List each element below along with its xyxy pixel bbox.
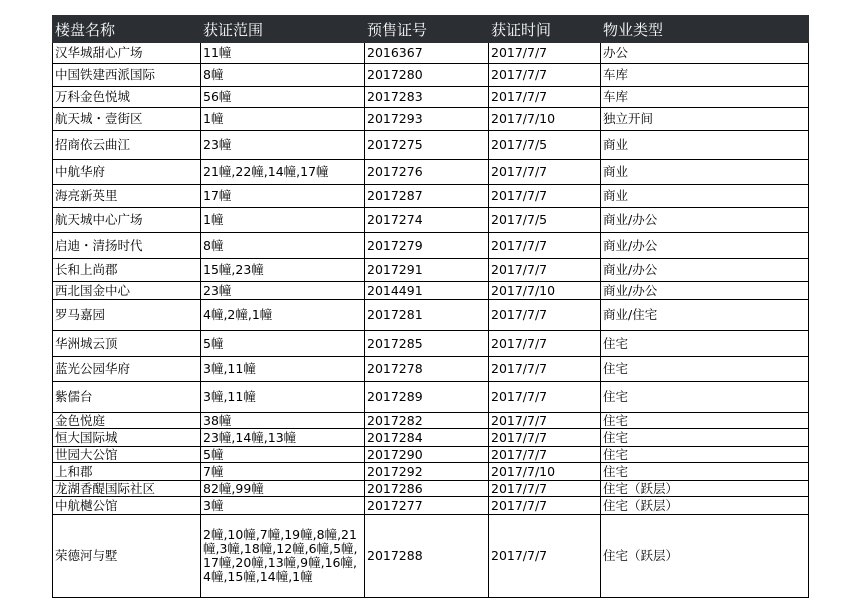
cell-permit-scope: 3幢,11幢	[201, 357, 365, 382]
cell-presale-number: 2017283	[365, 87, 489, 108]
cell-permit-date: 2017/7/7	[489, 259, 601, 282]
table-row	[53, 463, 809, 481]
table-row	[53, 515, 809, 598]
cell-property-type: 住宅	[601, 382, 809, 413]
cell-property-type: 住宅	[601, 447, 809, 463]
cell-property-type: 住宅（跃层）	[601, 481, 809, 497]
cell-permit-scope: 23幢	[201, 131, 365, 160]
cell-presale-number: 2017274	[365, 208, 489, 233]
cell-property-type: 商业/办公	[601, 233, 809, 259]
cell-permit-scope: 38幢	[201, 413, 365, 429]
cell-presale-number: 2017290	[365, 447, 489, 463]
cell-project-name: 招商依云曲江	[53, 131, 201, 160]
cell-presale-number: 2016367	[365, 43, 489, 64]
cell-presale-number: 2017276	[365, 160, 489, 185]
table-row	[53, 208, 809, 233]
cell-property-type: 商业/办公	[601, 208, 809, 233]
table-row	[53, 497, 809, 515]
cell-permit-date: 2017/7/7	[489, 413, 601, 429]
cell-permit-date: 2017/7/10	[489, 463, 601, 481]
cell-project-name: 中航樾公馆	[53, 497, 201, 515]
cell-presale-number: 2017284	[365, 429, 489, 447]
cell-presale-number: 2017278	[365, 357, 489, 382]
cell-presale-number: 2017292	[365, 463, 489, 481]
cell-permit-date: 2017/7/10	[489, 282, 601, 300]
cell-permit-scope: 56幢	[201, 87, 365, 108]
cell-permit-scope: 11幢	[201, 43, 365, 64]
cell-project-name: 龙湖香醍国际社区	[53, 481, 201, 497]
cell-permit-scope: 5幢	[201, 331, 365, 357]
cell-project-name: 航天城中心广场	[53, 208, 201, 233]
table-row	[53, 64, 809, 87]
cell-project-name: 世园大公馆	[53, 447, 201, 463]
cell-presale-number: 2017285	[365, 331, 489, 357]
table-row	[53, 233, 809, 259]
table-row	[53, 259, 809, 282]
cell-property-type: 车库	[601, 87, 809, 108]
cell-project-name: 蓝光公园华府	[53, 357, 201, 382]
cell-permit-date: 2017/7/7	[489, 382, 601, 413]
cell-presale-number: 2017287	[365, 185, 489, 208]
cell-project-name: 罗马嘉园	[53, 300, 201, 331]
cell-project-name: 长和上尚郡	[53, 259, 201, 282]
cell-permit-scope: 1幢	[201, 208, 365, 233]
table-row	[53, 300, 809, 331]
cell-permit-date: 2017/7/5	[489, 208, 601, 233]
table-row	[53, 43, 809, 64]
table-row	[53, 131, 809, 160]
cell-project-name: 航天城・壹街区	[53, 108, 201, 131]
cell-permit-date: 2017/7/7	[489, 64, 601, 87]
cell-presale-number: 2017277	[365, 497, 489, 515]
table-row	[53, 87, 809, 108]
cell-permit-scope: 15幢,23幢	[201, 259, 365, 282]
cell-permit-scope: 7幢	[201, 463, 365, 481]
cell-property-type: 商业	[601, 131, 809, 160]
header-presale-number: 预售证号	[365, 16, 489, 43]
cell-property-type: 商业	[601, 160, 809, 185]
cell-permit-date: 2017/7/7	[489, 331, 601, 357]
cell-permit-scope: 8幢	[201, 233, 365, 259]
cell-presale-number: 2014491	[365, 282, 489, 300]
table-row	[53, 429, 809, 447]
cell-property-type: 办公	[601, 43, 809, 64]
cell-permit-scope: 2幢,10幢,7幢,19幢,8幢,21幢,3幢,18幢,12幢,6幢,5幢,17幢,20幢,13幢,9幢,16幢,4幢,15幢,14幢,1幢	[201, 515, 365, 598]
cell-permit-date: 2017/7/7	[489, 300, 601, 331]
header-permit-date: 获证时间	[489, 16, 601, 43]
cell-permit-date: 2017/7/7	[489, 515, 601, 598]
table-row	[53, 331, 809, 357]
table-row	[53, 357, 809, 382]
cell-property-type: 商业	[601, 185, 809, 208]
cell-permit-date: 2017/7/7	[489, 357, 601, 382]
cell-permit-scope: 17幢	[201, 185, 365, 208]
cell-project-name: 金色悦庭	[53, 413, 201, 429]
cell-project-name: 华洲城云顶	[53, 331, 201, 357]
cell-project-name: 荣德河与墅	[53, 515, 201, 598]
cell-property-type: 住宅	[601, 463, 809, 481]
cell-presale-number: 2017289	[365, 382, 489, 413]
cell-presale-number: 2017282	[365, 413, 489, 429]
cell-property-type: 住宅（跃层）	[601, 515, 809, 598]
cell-permit-date: 2017/7/7	[489, 87, 601, 108]
cell-permit-scope: 82幢,99幢	[201, 481, 365, 497]
cell-presale-number: 2017288	[365, 515, 489, 598]
cell-project-name: 海亮新英里	[53, 185, 201, 208]
table-row	[53, 447, 809, 463]
cell-permit-scope: 8幢	[201, 64, 365, 87]
cell-property-type: 商业/住宅	[601, 300, 809, 331]
header-property-type: 物业类型	[601, 16, 809, 43]
cell-permit-date: 2017/7/7	[489, 233, 601, 259]
cell-permit-date: 2017/7/7	[489, 497, 601, 515]
table-row	[53, 282, 809, 300]
cell-presale-number: 2017279	[365, 233, 489, 259]
cell-property-type: 车库	[601, 64, 809, 87]
cell-permit-scope: 3幢	[201, 497, 365, 515]
cell-property-type: 商业/办公	[601, 259, 809, 282]
cell-permit-scope: 21幢,22幢,14幢,17幢	[201, 160, 365, 185]
cell-permit-scope: 23幢	[201, 282, 365, 300]
cell-permit-scope: 5幢	[201, 447, 365, 463]
table-row	[53, 481, 809, 497]
cell-permit-date: 2017/7/7	[489, 481, 601, 497]
cell-project-name: 汉华城甜心广场	[53, 43, 201, 64]
cell-permit-date: 2017/7/7	[489, 447, 601, 463]
cell-project-name: 上和郡	[53, 463, 201, 481]
cell-project-name: 紫儒台	[53, 382, 201, 413]
cell-permit-scope: 1幢	[201, 108, 365, 131]
cell-permit-date: 2017/7/10	[489, 108, 601, 131]
cell-presale-number: 2017275	[365, 131, 489, 160]
cell-permit-date: 2017/7/7	[489, 160, 601, 185]
cell-project-name: 启迪・清扬时代	[53, 233, 201, 259]
table-row	[53, 108, 809, 131]
header-row	[53, 16, 809, 43]
cell-permit-date: 2017/7/7	[489, 185, 601, 208]
header-project-name: 楼盘名称	[53, 16, 201, 43]
cell-permit-scope: 4幢,2幢,1幢	[201, 300, 365, 331]
cell-property-type: 住宅（跃层）	[601, 497, 809, 515]
cell-project-name: 西北国金中心	[53, 282, 201, 300]
cell-presale-number: 2017293	[365, 108, 489, 131]
cell-presale-number: 2017281	[365, 300, 489, 331]
cell-presale-number: 2017280	[365, 64, 489, 87]
cell-project-name: 万科金色悦城	[53, 87, 201, 108]
cell-permit-date: 2017/7/7	[489, 43, 601, 64]
cell-property-type: 住宅	[601, 413, 809, 429]
cell-property-type: 商业/办公	[601, 282, 809, 300]
cell-project-name: 中航华府	[53, 160, 201, 185]
table-row	[53, 413, 809, 429]
cell-property-type: 住宅	[601, 331, 809, 357]
cell-permit-date: 2017/7/7	[489, 429, 601, 447]
cell-permit-scope: 3幢,11幢	[201, 382, 365, 413]
table-row	[53, 185, 809, 208]
header-permit-scope: 获证范围	[201, 16, 365, 43]
cell-project-name: 恒大国际城	[53, 429, 201, 447]
table-row	[53, 160, 809, 185]
cell-permit-date: 2017/7/5	[489, 131, 601, 160]
cell-presale-number: 2017291	[365, 259, 489, 282]
presale-permit-table	[52, 15, 809, 598]
cell-property-type: 住宅	[601, 429, 809, 447]
cell-permit-scope: 23幢,14幢,13幢	[201, 429, 365, 447]
table-row	[53, 382, 809, 413]
cell-presale-number: 2017286	[365, 481, 489, 497]
cell-project-name: 中国铁建西派国际	[53, 64, 201, 87]
cell-property-type: 住宅	[601, 357, 809, 382]
cell-property-type: 独立开间	[601, 108, 809, 131]
